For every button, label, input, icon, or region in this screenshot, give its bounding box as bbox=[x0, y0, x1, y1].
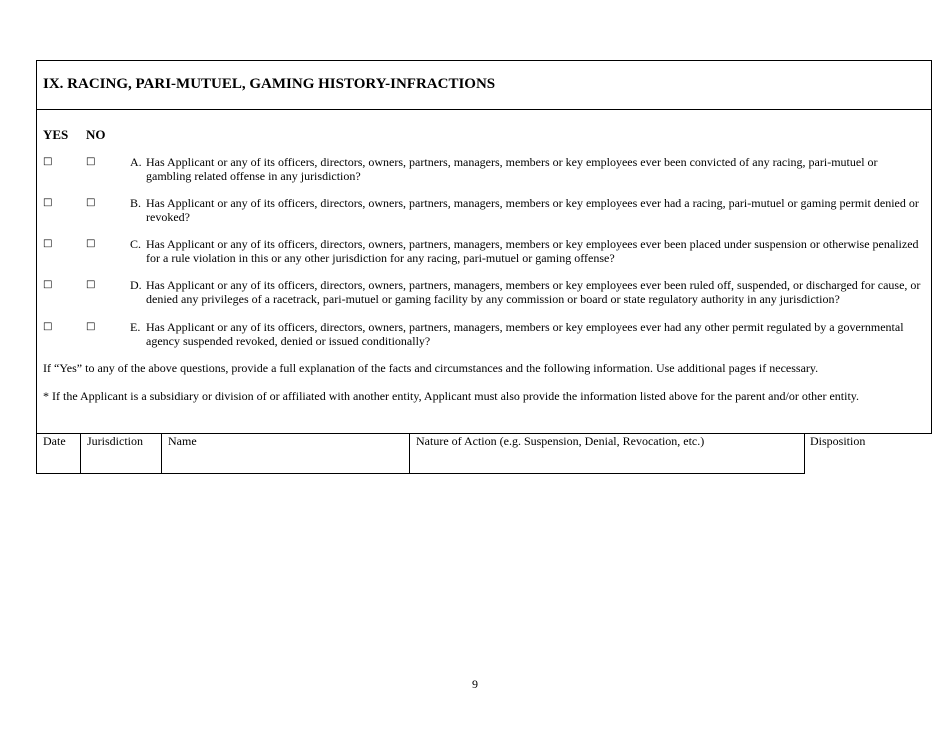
question-c-letter: C. bbox=[130, 237, 142, 251]
question-c-yes-checkbox[interactable]: □ bbox=[43, 238, 53, 249]
question-e-letter: E. bbox=[130, 320, 141, 334]
question-e-no-checkbox[interactable]: □ bbox=[86, 321, 96, 332]
frame-top-border bbox=[36, 60, 931, 61]
no-column-header: NO bbox=[86, 127, 106, 142]
question-b-yes-checkbox[interactable]: □ bbox=[43, 197, 53, 208]
question-a-yes-checkbox[interactable]: □ bbox=[43, 156, 53, 167]
explanation-note: If “Yes” to any of the above questions, provide a full explanation of the facts and circumstances and the following information. Use additional pages if necessary. bbox=[43, 361, 819, 375]
question-b-no-checkbox[interactable]: □ bbox=[86, 197, 96, 208]
table-divider-name bbox=[409, 433, 410, 474]
name-column-header: Name bbox=[168, 434, 197, 448]
table-divider-jurisdiction bbox=[161, 433, 162, 474]
disposition-column-header: Disposition bbox=[810, 434, 866, 448]
question-d-text: Has Applicant or any of its officers, directors, owners, partners, managers, members or key employees ever been ruled off, suspended, or discharged for cause, or denied any privileges of a racetrack, pari-mutuel or gaming facility by any commission or board or state regulatory authority in any jurisdiction? bbox=[146, 278, 921, 306]
question-e-text: Has Applicant or any of its officers, directors, owners, partners, managers, members or key employees ever had any other permit regulated by a governmental agency suspended revoked, denied or issued conditionally? bbox=[146, 320, 904, 348]
subsidiary-note: * If the Applicant is a subsidiary or division of or affiliated with another entity, Applicant must also provide the information listed above for the parent and/or other entity. bbox=[43, 389, 860, 403]
frame-right-border bbox=[931, 60, 932, 434]
question-a-no-checkbox[interactable]: □ bbox=[86, 156, 96, 167]
table-divider-nature bbox=[804, 433, 805, 474]
question-c-no-checkbox[interactable]: □ bbox=[86, 238, 96, 249]
question-b-letter: B. bbox=[130, 196, 142, 210]
infractions-form-section bbox=[36, 60, 932, 474]
question-d-letter: D. bbox=[130, 278, 142, 292]
table-divider-date bbox=[80, 433, 81, 474]
frame-left-border bbox=[36, 60, 37, 474]
yes-column-header: YES bbox=[43, 127, 69, 142]
question-b-text: Has Applicant or any of its officers, directors, owners, partners, managers, members or key employees ever had a racing, pari-mutuel or gaming permit denied or revoked? bbox=[146, 196, 919, 224]
title-divider bbox=[36, 109, 931, 110]
question-d-no-checkbox[interactable]: □ bbox=[86, 279, 96, 290]
question-a-letter: A. bbox=[130, 155, 142, 169]
section-title: IX. RACING, PARI-MUTUEL, GAMING HISTORY-INFRACTIONS bbox=[43, 76, 496, 92]
jurisdiction-column-header: Jurisdiction bbox=[87, 434, 143, 448]
table-bottom-border bbox=[36, 473, 804, 474]
question-a-text: Has Applicant or any of its officers, directors, owners, partners, managers, members or key employees ever been convicted of any racing, pari-mutuel or gambling related offense in any jurisdiction? bbox=[146, 155, 878, 183]
page-number: 9 bbox=[472, 677, 478, 691]
question-d-yes-checkbox[interactable]: □ bbox=[43, 279, 53, 290]
nature-of-action-column-header: Nature of Action (e.g. Suspension, Denial, Revocation, etc.) bbox=[416, 434, 705, 448]
question-e-yes-checkbox[interactable]: □ bbox=[43, 321, 53, 332]
question-c-text: Has Applicant or any of its officers, directors, owners, partners, managers, members or key employees ever been placed under suspension or otherwise penalized for a rule violation in this or any other jurisdiction for any racing, pari-mutuel or gaming offense? bbox=[146, 237, 919, 265]
date-column-header: Date bbox=[43, 434, 66, 448]
